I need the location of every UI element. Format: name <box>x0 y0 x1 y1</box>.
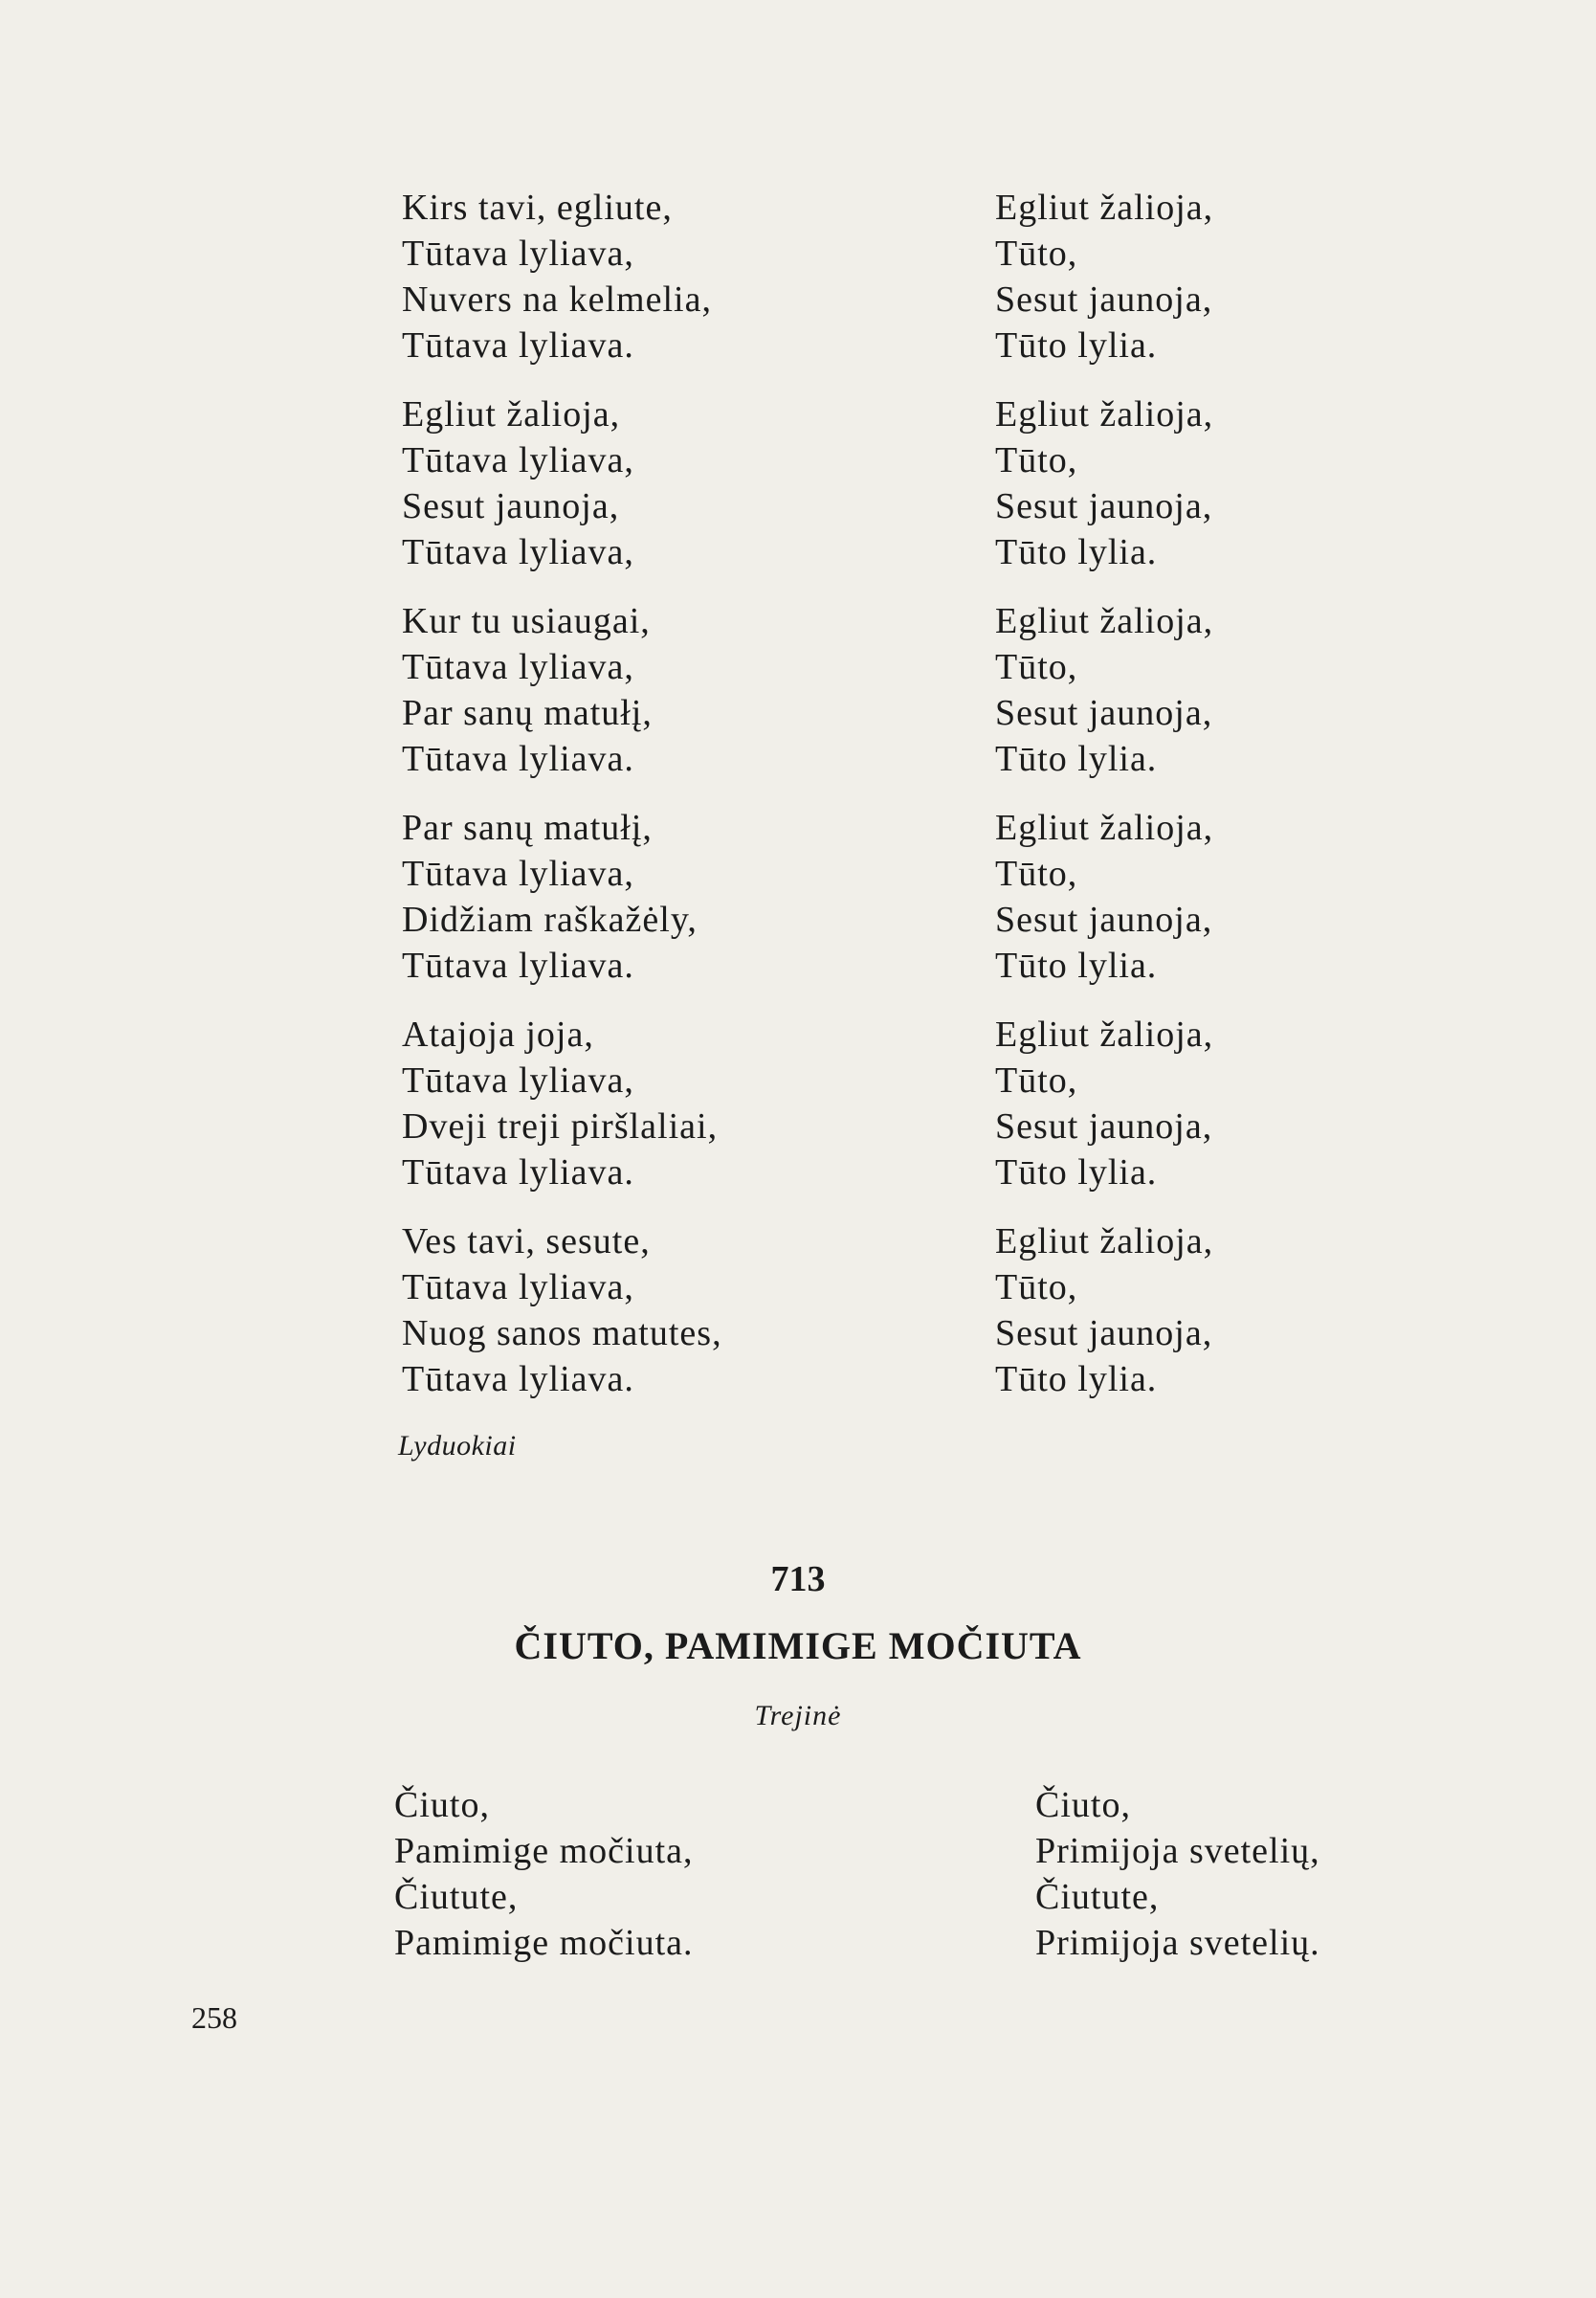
verse-line: Tūtava lyliava, <box>402 1267 634 1307</box>
verse-line: Čiutute, <box>394 1877 519 1917</box>
stanza <box>402 185 938 368</box>
verse-line: Sesut jaunoja, <box>995 1313 1213 1353</box>
verse-line: Egliut žalioja, <box>995 188 1214 228</box>
verse-line: Tūto, <box>995 1267 1078 1307</box>
verse-line: Tūto, <box>995 234 1078 274</box>
stanza <box>995 805 1531 989</box>
verse-line: Egliut žalioja, <box>995 601 1214 641</box>
verse-line: Tūtava lyliava, <box>402 854 634 894</box>
verse-line: Sesut jaunoja, <box>995 900 1213 940</box>
stanza <box>402 391 938 575</box>
song1-source: Lyduokiai <box>398 1430 517 1461</box>
verse-line: Sesut jaunoja, <box>402 486 620 526</box>
verse-line: Tūtava lyliava, <box>402 440 634 480</box>
verse-line: Tūto, <box>995 1060 1078 1101</box>
verse-line: Pamimige močiuta, <box>394 1831 694 1871</box>
verse-line: Tūtava lyliava. <box>402 1359 634 1399</box>
verse-line: Atajoja joja, <box>402 1015 594 1055</box>
verse-line: Ves tavi, sesute, <box>402 1221 651 1261</box>
verse-line: Sesut jaunoja, <box>995 486 1213 526</box>
verse-line: Sesut jaunoja, <box>995 693 1213 733</box>
stanza <box>995 1218 1531 1402</box>
verse-line: Tūto, <box>995 854 1078 894</box>
verse-line: Tūtava lyliava. <box>402 739 634 779</box>
verse-line: Tūto lylia. <box>995 532 1158 572</box>
verse-line: Egliut žalioja, <box>995 394 1214 435</box>
verse-line: Čiuto, <box>394 1785 490 1825</box>
verse-line: Čiutute, <box>1035 1877 1160 1917</box>
verse-line: Čiuto, <box>1035 1785 1131 1825</box>
verse-line: Par sanų matułį, <box>402 808 653 848</box>
verse-line: Tūtava lyliava. <box>402 1152 634 1193</box>
verse-line: Kirs tavi, egliute, <box>402 188 673 228</box>
stanza <box>402 1012 938 1195</box>
verse-line: Tūto, <box>995 440 1078 480</box>
song-title: ČIUTO, PAMIMIGE MOČIUTA <box>514 1624 1082 1667</box>
verse-line: Tūto lylia. <box>995 946 1158 986</box>
verse-line: Egliut žalioja, <box>995 1015 1214 1055</box>
stanza <box>394 1782 892 1966</box>
stanza <box>402 1218 938 1402</box>
stanza <box>995 598 1531 782</box>
song1-right-column <box>995 185 1531 1425</box>
verse-line: Tūtava lyliava, <box>402 647 634 687</box>
verse-line: Tūtava lyliava, <box>402 1060 634 1101</box>
verse-line: Tūto lylia. <box>995 739 1158 779</box>
verse-line: Dveji treji piršlaliai, <box>402 1106 719 1147</box>
verse-line: Egliut žalioja, <box>995 808 1214 848</box>
page-number: 258 <box>191 2000 237 2035</box>
verse-line: Tūto lylia. <box>995 325 1158 366</box>
verse-line: Tūto lylia. <box>995 1359 1158 1399</box>
verse-line: Tūtava lyliava. <box>402 946 634 986</box>
verse-line: Primijoja svetelių, <box>1035 1831 1320 1871</box>
song2-right-column <box>1035 1782 1533 1989</box>
song-subtitle: Trejinė <box>754 1700 842 1731</box>
verse-line: Sesut jaunoja, <box>995 1106 1213 1147</box>
verse-line: Primijoja svetelių. <box>1035 1923 1320 1963</box>
song-number: 713 <box>770 1559 826 1599</box>
stanza <box>402 598 938 782</box>
verse-line: Egliut žalioja, <box>995 1221 1214 1261</box>
verse-line: Tūtava lyliava, <box>402 532 634 572</box>
stanza <box>402 805 938 989</box>
stanza <box>995 391 1531 575</box>
stanza <box>1035 1782 1533 1966</box>
verse-line: Didžiam raškažėly, <box>402 900 698 940</box>
verse-line: Egliut žalioja, <box>402 394 621 435</box>
song1-left-column <box>402 185 938 1425</box>
verse-line: Nuvers na kelmelia, <box>402 279 712 320</box>
verse-line: Sesut jaunoja, <box>995 279 1213 320</box>
verse-line: Tūto lylia. <box>995 1152 1158 1193</box>
stanza <box>995 1012 1531 1195</box>
verse-line: Kur tu usiaugai, <box>402 601 651 641</box>
verse-line: Tūto, <box>995 647 1078 687</box>
verse-line: Pamimige močiuta. <box>394 1923 694 1963</box>
song2-left-column <box>394 1782 892 1989</box>
stanza <box>995 185 1531 368</box>
verse-line: Tūtava lyliava. <box>402 325 634 366</box>
verse-line: Par sanų matułį, <box>402 693 653 733</box>
verse-line: Tūtava lyliava, <box>402 234 634 274</box>
verse-line: Nuog sanos matutes, <box>402 1313 722 1353</box>
